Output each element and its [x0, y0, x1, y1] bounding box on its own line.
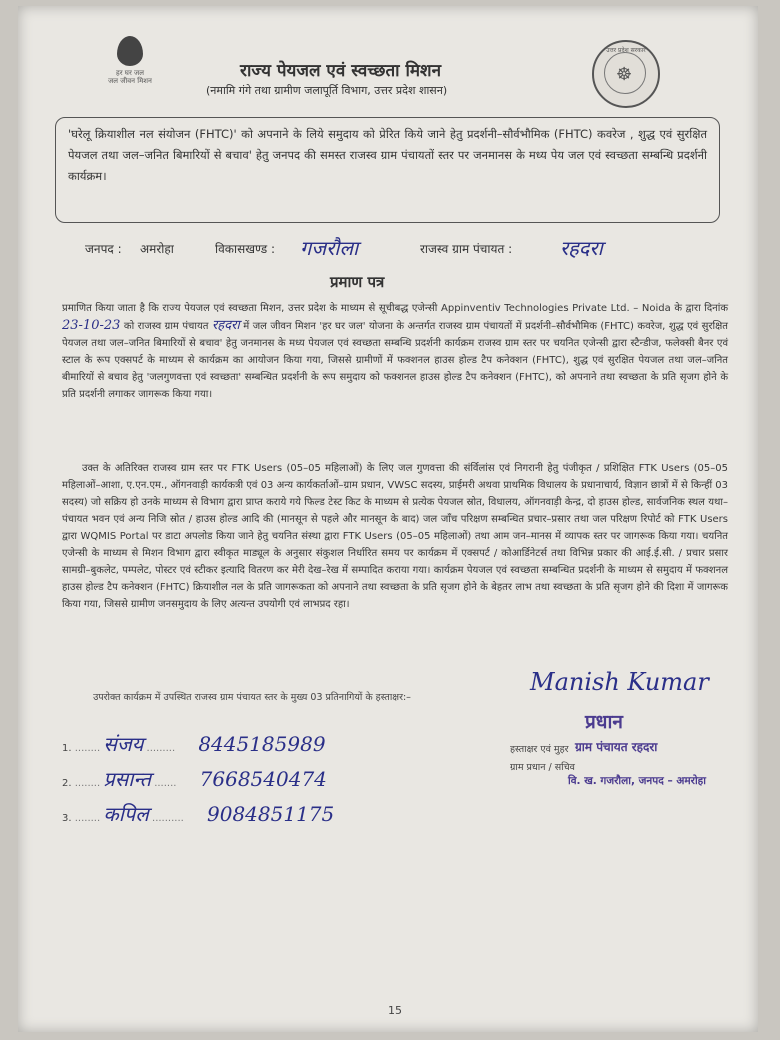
- para1-village: रहदरा: [211, 318, 240, 333]
- certificate-paragraph-1: [62, 300, 728, 403]
- signatory-number: 1.: [62, 743, 72, 754]
- stamp-line: ग्राम पंचायत रहदरा: [575, 740, 658, 754]
- signatory-phone: 7668540474: [199, 767, 327, 791]
- signatory-row-3: 3. ........ कपिल .......... 9084851175: [62, 802, 335, 826]
- village-value: रहदरा: [560, 236, 603, 260]
- water-drop-icon: [117, 36, 143, 66]
- village-label: राजस्व ग्राम पंचायत :: [420, 242, 513, 256]
- para1-text-2: को राजस्व ग्राम पंचायत: [123, 321, 209, 332]
- logo-text: हर घर जल जल जीवन मिशन: [108, 69, 152, 85]
- stamp-title: प्रधान: [585, 711, 623, 733]
- district-value: अमरोहा: [140, 242, 174, 256]
- signatory-name: संजय: [103, 732, 144, 756]
- signatory-name: प्रसान्त: [103, 767, 151, 791]
- emblem-text: उत्तर प्रदेश सरकार: [606, 47, 646, 54]
- signatory-number: 3.: [62, 813, 72, 824]
- page-title: राज्य पेयजल एवं स्वच्छता मिशन: [240, 61, 442, 81]
- block-value: गजरौला: [300, 236, 359, 260]
- har-ghar-jal-logo: [100, 36, 160, 106]
- signatory-phone: 9084851175: [207, 802, 335, 826]
- signatory-row-2: 2. ........ प्रसान्त ....... 7668540474: [62, 767, 327, 791]
- certificate-heading: प्रमाण पत्र: [330, 273, 385, 291]
- pradhan-signature: Manish Kumar: [530, 668, 709, 696]
- page-number: 15: [388, 1004, 402, 1017]
- page-subtitle: (नमामि गंगे तथा ग्रामीण जलापूर्ति विभाग, उत्तर प्रदेश शासन): [206, 84, 448, 97]
- signatory-row-1: 1. ........ संजय ......... 8445185989: [62, 732, 326, 756]
- para1-text-1: प्रमाणित किया जाता है कि राज्य पेयजल एवं स्वच्छता मिशन, उत्तर प्रदेश के माध्यम से सूचीबद्ध एजेन्सी Appinventiv Technologies Private Ltd. – Noida के द्वारा दिनांक: [62, 303, 728, 314]
- signatories-intro: उपरोक्त कार्यक्रम में उपस्थित राजस्व ग्राम पंचायत स्तर के मुख्य 03 प्रतिनागियों के हस्ताक्षर:–: [93, 692, 411, 703]
- stamp-line-2: वि. ख. गजरौला, जनपद – अमरोहा: [568, 775, 706, 787]
- emblem-icon: ☸: [616, 64, 633, 85]
- district-label: जनपद :: [85, 242, 122, 256]
- signatory-number: 2.: [62, 778, 72, 789]
- signatory-phone: 8445185989: [198, 732, 326, 756]
- certificate-paragraph-2: उक्त के अतिरिक्त राजस्व ग्राम स्तर पर FTK Users (05–05 महिलाओं) के लिए जल गुणवत्ता की संर्विलांस एवं निगरानी हेतु पंजीकृत / प्रशिक्षित FTK Users (05–05 महिलाओं–आशा, ए.एन.एम., ऑगनवाड़ी कार्यकत्री एवं 03 अन्य कार्यकर्ताओं–ग्राम प्रधान, VWSC सदस्य, प्राईमरी अथवा प्राथमिक विधालय के प्रधानाचार्य, विज्ञान छात्रों में से किन्हीं 03 सदस्य) जो सक्रिय हो उनके माध्यम से विभाग द्वारा प्राप्त कराये गये फिल्ड टेस्ट किट के माध्यम से प्रत्येक पेयजल स्रोत, विधालय, ऑगनवाड़ी केन्द्र, दो हाउस होल्ड, सार्वजनिक स्थल यथा–पंचायत भवन एवं अन्य निजि स्रोत / हाउस होल्ड आदि की (मानसून से पहले और मानसून के बाद) जल जाँच परिक्षण सम्बन्धित प्रचार–प्रसार तथा जल परिक्षण रिपोर्ट को FTK Users द्वारा WQMIS Portal पर डाटा अपलोड किया जाने हेतु चयनित संस्था द्वारा FTK Users (05–05 महिलाओं) तथा आम जन–मानस में व्यापक स्तर पर जागरूक किया गया। चयनित एजेन्सी के माध्यम से मिशन विभाग द्वारा स्वीकृत माड्यूल के अनुसार संकुशल निर्धारित समय पर कार्यक्रम में एक्सपर्ट / कोआर्डिनेटर्स तथा विभिन्न प्रकार की आई.ई.सी. / प्रचार प्रसार सामग्री–बुकलेट, पम्पलेट, पोस्टर एवं स्टीकर इत्यादि वितरण कर मेरी देख–रेख में सम्पादित कराया गया। कार्यक्रम पेयजल एवं स्वच्छता सम्बन्धित प्रदर्शनी के माध्यम से समुदाय में फक्शनल हाउस होल्ड टैप कनेक्शन (FHTC) क्रियाशील नल के प्रति जागरूकता को अपनाने तथा स्वच्छता के प्रति सृजग होने के बेहतर लाभ तथा स्वच्छता के प्रति सृजग होने की दिशा में जागरूक किया गया, जिससे ग्रामीण जनसमुदाय के लिए अत्यन्त उपयोगी एवं लाभप्रद रहा।: [62, 463, 728, 610]
- block-label: विकासखण्ड :: [215, 242, 276, 256]
- signature-label: हस्ताक्षर एवं मुहर: [510, 744, 569, 755]
- para1-text-3: में जल जीवन मिशन 'हर घर जल' योजना के अन्तर्गत राजस्व ग्राम पंचायतों में प्रदर्शनी–सौर्वभौमिक (FHTC) कवरेज, शुद्ध एवं सुरक्षित पेयजल तथा जल–जनित बिमारियों से बचाव' हेतु जनमानस के मध्य पेयजल एवं स्वच्छता सम्बन्धि प्रदर्शनी कार्यक्रम राजस्व ग्राम स्तर पर चयनित एजेन्सी द्वारा स्टैन्डीज, फलेक्सी बैनर एवं स्टाल के रूप एक्सपर्ट के माध्यम से कार्यक्रम का आयोजन किया गया, जिससे ग्रामीणों में फक्शनल हाउस होल्ड टैप कनेक्शन (FHTC), शुद्ध एवं सुरक्षित पेयजल तथा जल–जनित बीमारियों से बचाव हेतु 'जलगुणवत्ता एवं स्वच्छता' सम्बन्धित प्रदर्शनी के रूप समुदाय को फक्शनल हाउस होल्ड टैप कनेक्शन (FHTC), को अपनाने तथा स्वच्छता के प्रति सृजग होने के प्रति प्रदर्शनी लगाकर जागरूक किया गया।: [62, 321, 728, 400]
- signatory-name: कपिल: [103, 802, 149, 826]
- up-government-emblem: [592, 40, 660, 108]
- program-date: 23-10-23: [62, 318, 121, 333]
- program-description-box: 'घरेलू क्रियाशील नल संयोजन (FHTC)' को अपनाने के लिये समुदाय को प्रेरित किये जाने हेतु प्रदर्शनी–सौर्वभौमिक (FHTC) कवरेज , शुद्ध एवं सुरक्षित पेयजल तथा जल–जनित बिमारियों से बचाव' हेतु जनपद की समस्त राजस्व ग्राम पंचायतों स्तर पर जनमानस के मध्य पेय जल एवं स्वच्छता सम्बन्धि प्रदर्शनी कार्यक्रम।: [55, 117, 720, 223]
- pradhan-label: ग्राम प्रधान / सचिव: [510, 762, 575, 773]
